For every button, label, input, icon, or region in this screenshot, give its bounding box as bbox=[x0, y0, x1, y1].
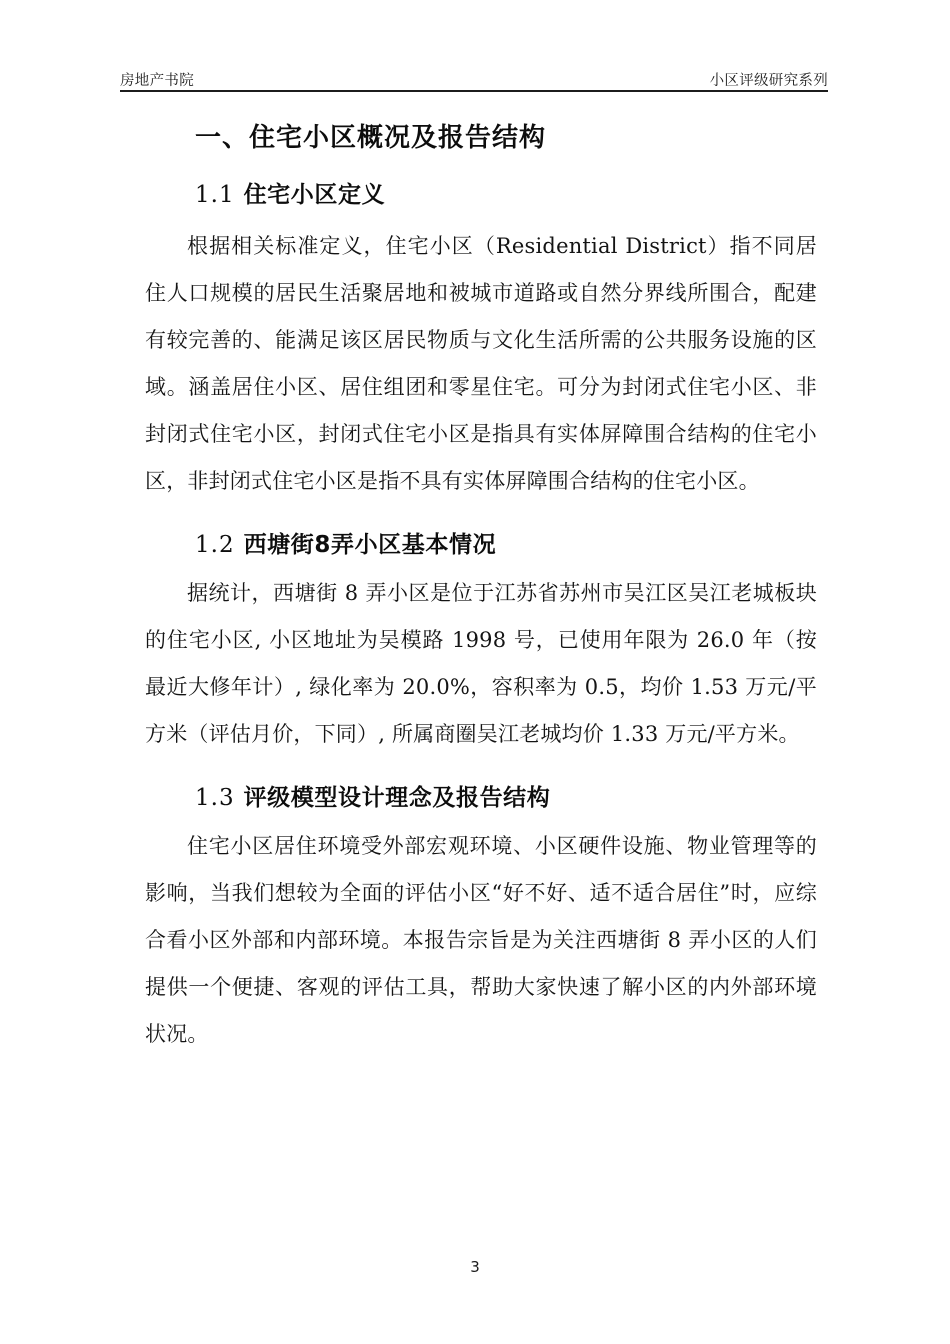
document-body bbox=[145, 108, 817, 1058]
header-right-text: 小区评级研究系列 bbox=[709, 72, 828, 89]
page-number: 3 bbox=[470, 1258, 480, 1276]
section-paragraph-1-2: 据统计，西塘街 8 弄小区是位于江苏省苏州市吴江区吴江老城板块的住宅小区, 小区地址为吴模路 1998 号，已使用年限为 26.0 年（按最近大修年计）, 绿化率为 20.0%，容积率为 0.5，均价 1.53 万元/平方米（评估月价，下同）, 所属商圈吴江老城均价 1.33 万元/平方米。 bbox=[145, 581, 817, 746]
section-heading-text-1-2: 西塘街8弄小区基本情况 bbox=[243, 532, 497, 559]
section-heading-1-2 bbox=[145, 531, 817, 560]
section-number-1-1: 1.1 bbox=[195, 181, 235, 208]
section-number-1-3: 1.3 bbox=[195, 785, 235, 811]
section-heading-1-1 bbox=[145, 181, 817, 210]
header-left-text: 房地产书院 bbox=[120, 72, 194, 89]
section-heading-text-1-1: 住宅小区定义 bbox=[243, 181, 386, 208]
section-heading-1-3 bbox=[145, 784, 817, 813]
section-paragraph-1-3: 住宅小区居住环境受外部宏观环境、小区硬件设施、物业管理等的影响，当我们想较为全面的评估小区“好不好、适不适合居住”时，应综合看小区外部和内部环境。本报告宗旨是为关注西塘街 8 弄小区的人们提供一个便捷、客观的评估工具，帮助大家快速了解小区的内外部环境状况。 bbox=[145, 833, 817, 1046]
section-paragraph-1-1: 根据相关标准定义，住宅小区（Residential District）指不同居住人口规模的居民生活聚居地和被城市道路或自然分界线所围合，配建有较完善的、能满足该区居民物质与文化生活所需的公共服务设施的区域。涵盖居住小区、居住组团和零星住宅。可分为封闭式住宅小区、非封闭式住宅小区，封闭式住宅小区是指具有实体屏障围合结构的住宅小区，非封闭式住宅小区是指不具有实体屏障围合结构的住宅小区。 bbox=[145, 234, 817, 494]
page-title: 一、住宅小区概况及报告结构 bbox=[195, 123, 547, 153]
running-header bbox=[120, 62, 828, 92]
section-number-1-2: 1.2 bbox=[195, 532, 235, 559]
section-heading-text-1-3: 评级模型设计理念及报告结构 bbox=[243, 785, 551, 811]
